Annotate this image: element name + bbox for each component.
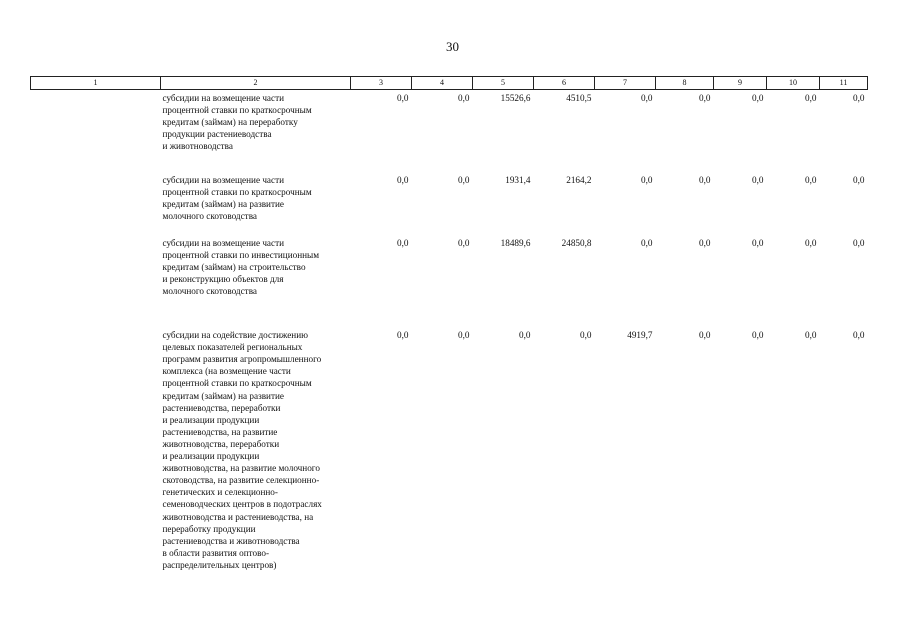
column-header-8: 8 xyxy=(656,77,714,90)
value-cell-col5: 18489,6 xyxy=(500,238,531,249)
row-description: субсидии на содействие достижению целевых показателей региональных программ развития агропромышленного комплекса (на возмещение части процентной ставки по краткосрочным кредитам (займам) на развитие растениеводства, переработки и реализации продукции растениеводства, на развитие животноводства, переработки и реализации продукции животноводства, на развитие молочного скотоводства, на развитие селекционно- генетических и селекционно- семеноводческих центров в подотраслях животноводства и растениеводства, на переработку продукции растениеводства и животноводства в области развития оптово- распределительных центров) xyxy=(162,330,322,570)
value-cell-col3: 0,0 xyxy=(397,330,409,341)
value-cell-col11: 0,0 xyxy=(853,330,865,341)
table-row xyxy=(31,172,868,235)
value-cell-col4: 0,0 xyxy=(458,330,470,341)
value-cell-col5: 0,0 xyxy=(519,330,531,341)
value-cell-col11: 0,0 xyxy=(853,175,865,186)
value-cell-col10: 0,0 xyxy=(805,175,817,186)
value-cell-col5: 1931,4 xyxy=(505,175,531,186)
value-cell-col7: 0,0 xyxy=(641,93,653,104)
value-cell-col5: 15526,6 xyxy=(500,93,531,104)
value-cell-col10: 0,0 xyxy=(805,238,817,249)
value-cell-col8: 0,0 xyxy=(699,175,711,186)
row-description: субсидии на возмещение части процентной ставки по краткосрочным кредитам (займам) на развитие молочного скотоводства xyxy=(162,175,312,222)
value-cell-col10: 0,0 xyxy=(805,93,817,104)
value-cell-col11: 0,0 xyxy=(853,238,865,249)
value-cell-col3: 0,0 xyxy=(397,238,409,249)
value-cell-col9: 0,0 xyxy=(752,238,764,249)
column-header-1: 1 xyxy=(31,77,161,90)
column-header-3: 3 xyxy=(351,77,412,90)
row-category-cell xyxy=(31,172,161,235)
page-number: 30 xyxy=(446,39,459,54)
row-description: субсидии на возмещение части процентной ставки по краткосрочным кредитам (займам) на переработку продукции растениеводства и животноводства xyxy=(162,93,312,152)
column-header-4: 4 xyxy=(412,77,473,90)
column-header-2: 2 xyxy=(161,77,351,90)
value-cell-col4: 0,0 xyxy=(458,175,470,186)
value-cell-col6: 24850,8 xyxy=(561,238,592,249)
budget-table xyxy=(30,76,868,579)
value-cell-col7: 4919,7 xyxy=(627,330,653,341)
table-row xyxy=(31,327,868,579)
row-category-cell xyxy=(31,327,161,579)
value-cell-col3: 0,0 xyxy=(397,175,409,186)
table-row xyxy=(31,90,868,173)
value-cell-col4: 0,0 xyxy=(458,238,470,249)
value-cell-col6: 0,0 xyxy=(580,330,592,341)
column-header-11: 11 xyxy=(820,77,868,90)
value-cell-col9: 0,0 xyxy=(752,93,764,104)
row-category-cell xyxy=(31,235,161,327)
value-cell-col11: 0,0 xyxy=(853,93,865,104)
row-category-cell xyxy=(31,90,161,173)
budget-table-container xyxy=(30,76,868,579)
value-cell-col6: 2164,2 xyxy=(566,175,592,186)
value-cell-col9: 0,0 xyxy=(752,330,764,341)
value-cell-col7: 0,0 xyxy=(641,238,653,249)
value-cell-col8: 0,0 xyxy=(699,93,711,104)
value-cell-col8: 0,0 xyxy=(699,238,711,249)
value-cell-col3: 0,0 xyxy=(397,93,409,104)
value-cell-col4: 0,0 xyxy=(458,93,470,104)
column-number-header-row xyxy=(31,77,868,90)
column-header-7: 7 xyxy=(595,77,656,90)
table-row xyxy=(31,235,868,327)
column-header-5: 5 xyxy=(473,77,534,90)
column-header-6: 6 xyxy=(534,77,595,90)
column-header-10: 10 xyxy=(767,77,820,90)
value-cell-col10: 0,0 xyxy=(805,330,817,341)
value-cell-col6: 4510,5 xyxy=(566,93,592,104)
row-description: субсидии на возмещение части процентной ставки по инвестиционным кредитам (займам) на строительство и реконструкцию объектов для молочного скотоводства xyxy=(162,238,320,297)
value-cell-col9: 0,0 xyxy=(752,175,764,186)
value-cell-col7: 0,0 xyxy=(641,175,653,186)
value-cell-col8: 0,0 xyxy=(699,330,711,341)
column-header-9: 9 xyxy=(714,77,767,90)
